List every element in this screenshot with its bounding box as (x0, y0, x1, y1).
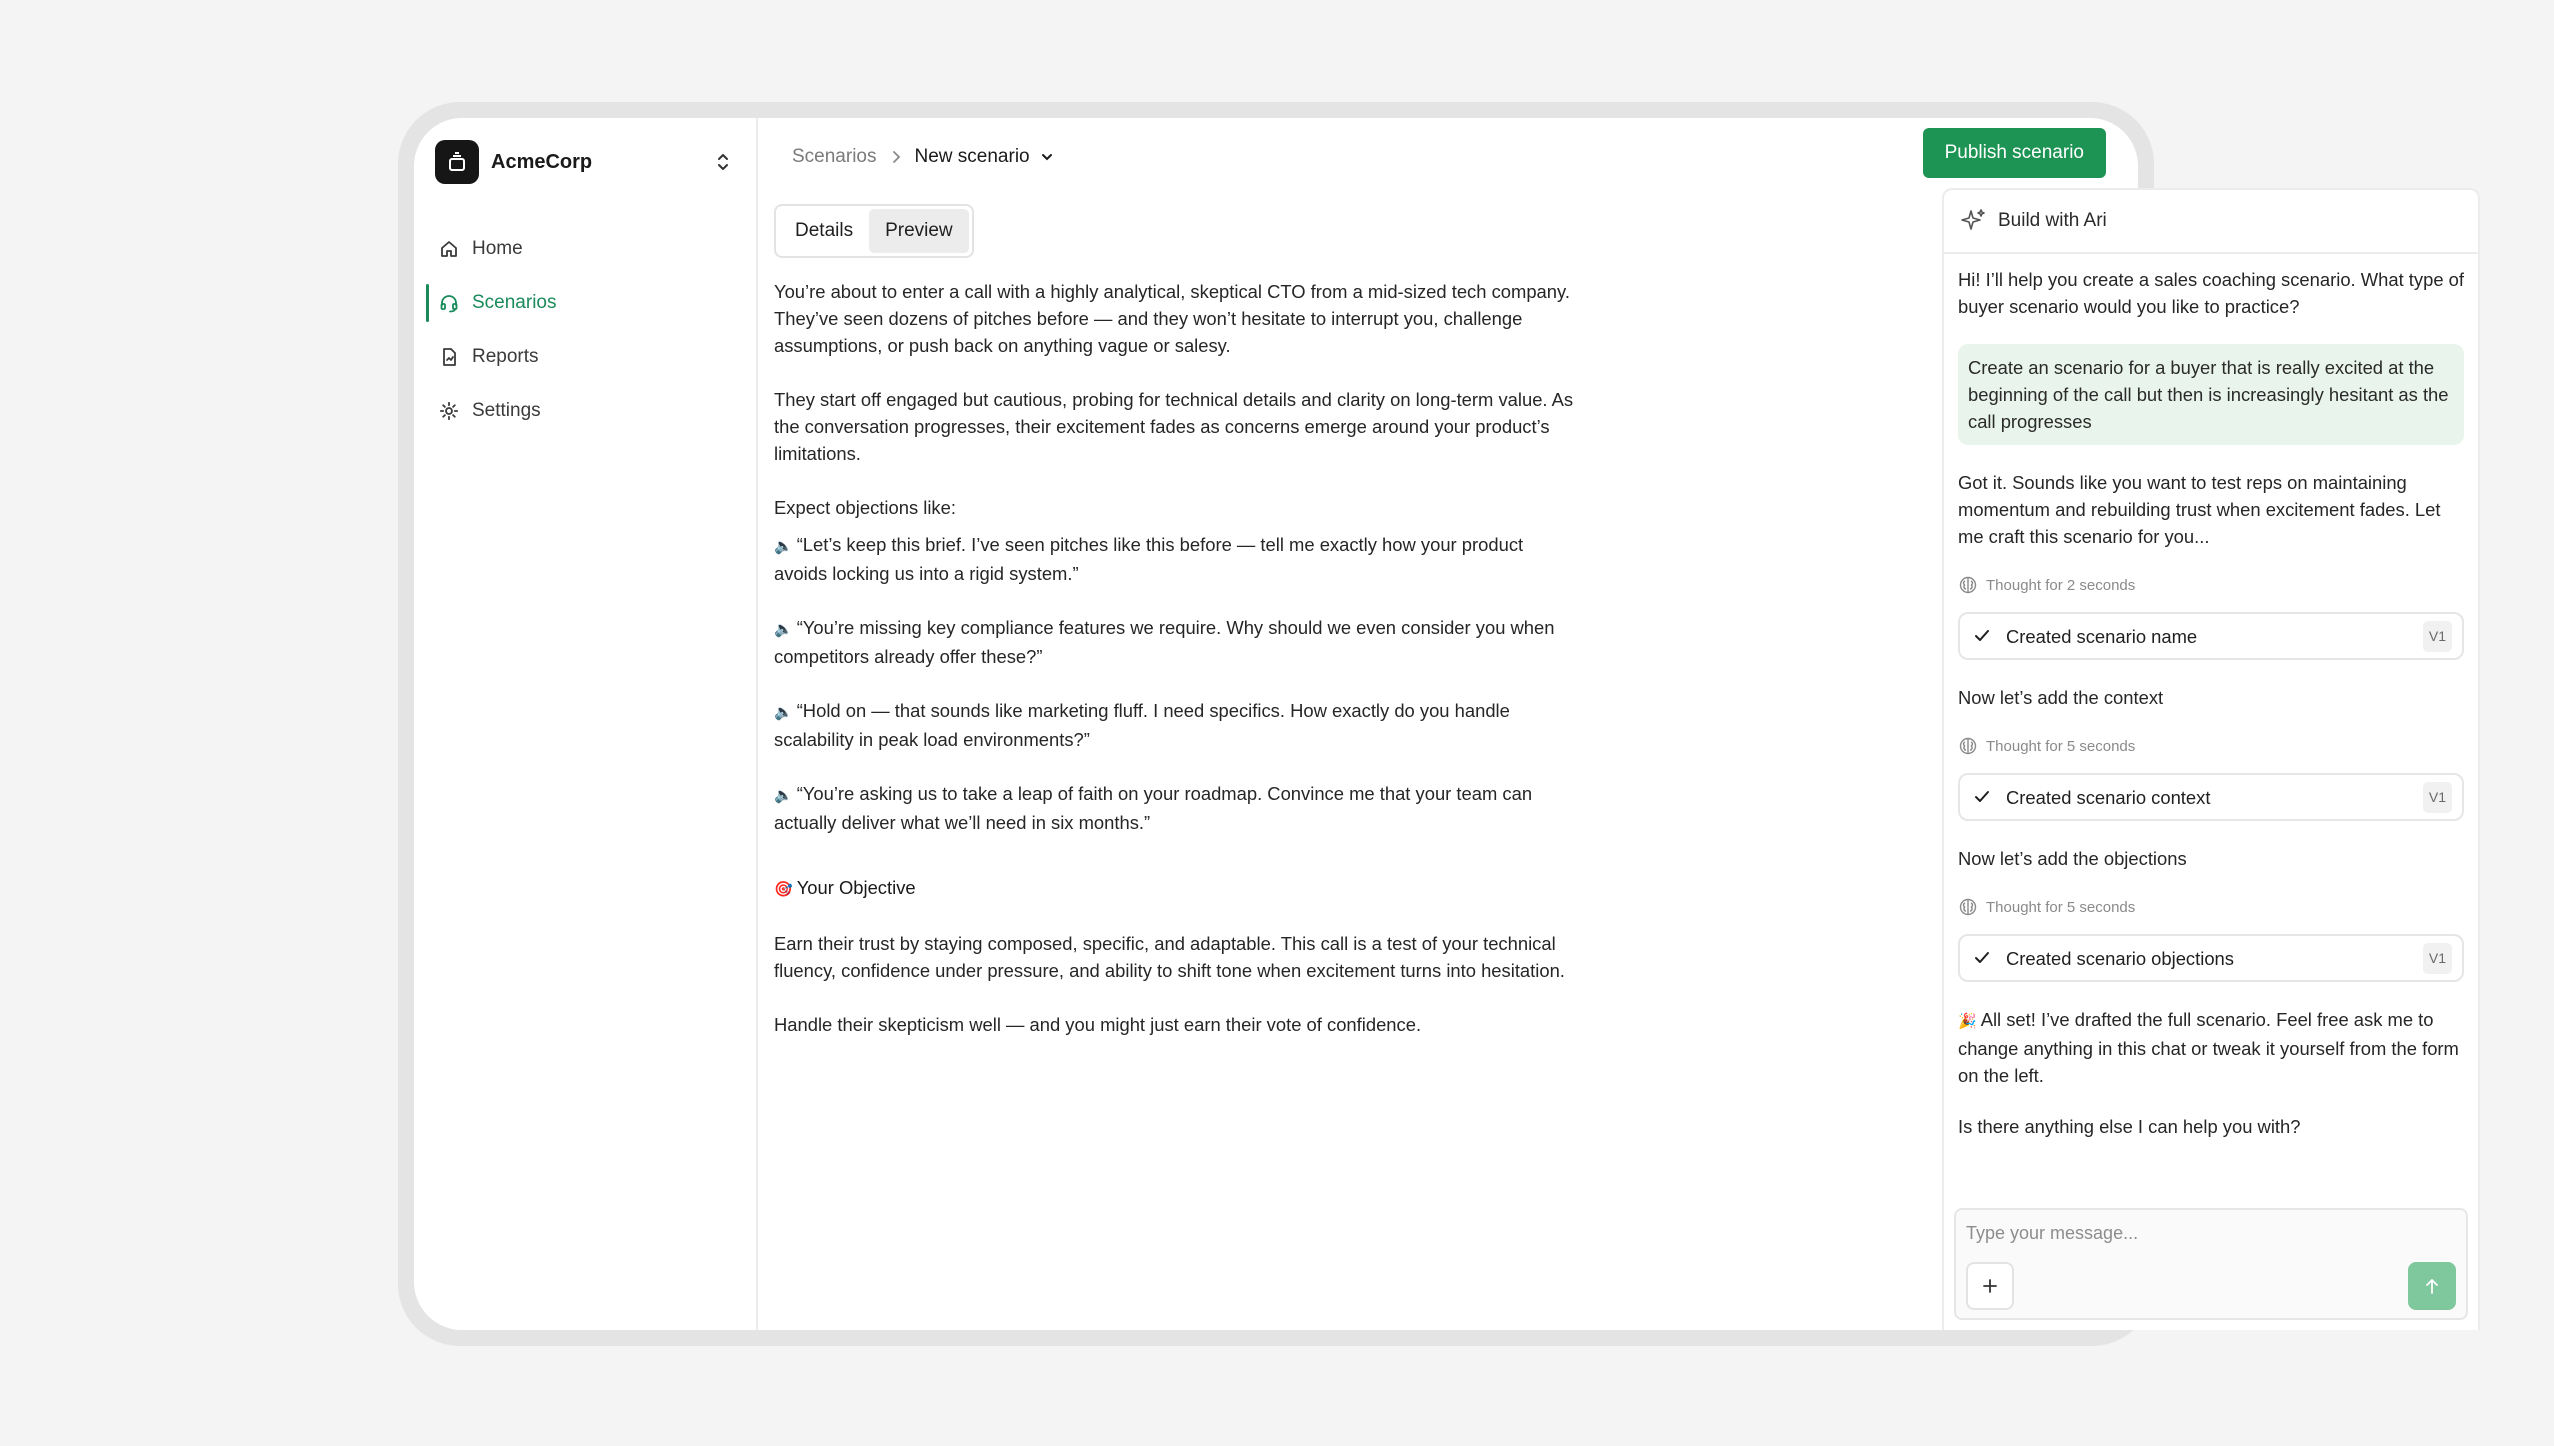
device-frame (398, 102, 2465, 1346)
tab-details[interactable]: Details (795, 220, 854, 241)
assistant-message: 🎉 All set! I’ve drafted the full scenario. Feel free ask me to change anything in this chat or tweak it yourself from the form on the left. (1958, 1009, 2459, 1086)
breadcrumb (792, 142, 1054, 172)
message-input[interactable] (1966, 1218, 2446, 1248)
sidebar-item-label: Home (472, 238, 523, 259)
thought-indicator[interactable]: Thought for 5 seconds (1958, 735, 2464, 757)
brain-icon (1958, 897, 1978, 917)
objection-item: 🔈 “Let’s keep this brief. I’ve seen pitches like this before — tell me exactly how your product avoids locking us into a rigid system.” (774, 534, 1524, 584)
step-card[interactable]: Created scenario objections V1 (1958, 934, 2464, 982)
scenario-intro: You’re about to enter a call with a highly analytical, skeptical CTO from a mid-sized tech company. They’ve seen dozens of pitches before — and they won’t hesitate to interrupt you, challenge assumptions, or push back on anything vague or salesy. (774, 281, 1570, 356)
thought-indicator[interactable]: Thought for 2 seconds (1958, 574, 2464, 596)
speaker-icon: 🔈 (774, 537, 793, 555)
org-logo-icon (435, 140, 479, 184)
breadcrumb-scenarios-link[interactable]: Scenarios (792, 146, 877, 167)
chat-header (1944, 190, 2478, 254)
objections-intro: Expect objections like: (774, 497, 956, 518)
scenario-title-dropdown[interactable] (915, 146, 1054, 168)
objective-text: Earn their trust by staying composed, specific, and adaptable. This call is a test of your technical fluency, confidence under pressure, and ability to shift tone when excitement turns into hesitation. (774, 933, 1565, 981)
top-bar (758, 118, 2138, 196)
org-name: AcmeCorp (491, 150, 593, 173)
headset-icon (438, 292, 460, 314)
home-icon (438, 238, 460, 260)
sidebar-item-label: Scenarios (472, 292, 557, 313)
check-icon (1972, 626, 1992, 646)
scenario-behavior: They start off engaged but cautious, probing for technical details and clarity on long-term value. As the conversation progresses, their excitement fades as concerns emerge around your product’s limitations. (774, 389, 1574, 464)
version-badge: V1 (2423, 782, 2452, 813)
speaker-icon: 🔈 (774, 620, 793, 638)
objection-item: 🔈 “Hold on — that sounds like marketing fluff. I need specifics. How exactly do you handle scalability in peak load environments?” (774, 700, 1510, 750)
chevron-right-icon (891, 150, 901, 164)
publish-scenario-button[interactable]: Publish scenario (1923, 128, 2106, 178)
chevron-up-down-icon[interactable] (711, 147, 735, 177)
target-icon: 🎯 (774, 880, 793, 898)
view-tabs (774, 204, 974, 258)
brain-icon (1958, 575, 1978, 595)
assistant-message: Now let’s add the context (1958, 687, 2164, 708)
chat-composer (1954, 1208, 2468, 1320)
assistant-message: Got it. Sounds like you want to test reps on maintaining momentum and rebuilding trust when excitement fades. Let me craft this scenario for you... (1958, 472, 2441, 547)
sidebar-item-reports[interactable] (426, 332, 744, 382)
report-icon (438, 346, 460, 368)
sidebar-item-label: Reports (472, 346, 539, 367)
objection-item: 🔈 “You’re asking us to take a leap of faith on your roadmap. Convince me that your team can actually deliver what we’ll need in six months.” (774, 783, 1533, 833)
brain-icon (1958, 736, 1978, 756)
sidebar-item-scenarios[interactable] (426, 278, 744, 328)
page-title: New scenario (914, 146, 1030, 167)
speaker-icon: 🔈 (774, 703, 793, 721)
closing-text: Handle their skepticism well — and you might just earn their vote of confidence. (774, 1014, 1422, 1035)
thought-indicator[interactable]: Thought for 5 seconds (1958, 896, 2464, 918)
version-badge: V1 (2423, 943, 2452, 974)
sparkle-icon (1958, 205, 1990, 237)
check-icon (1972, 787, 1992, 807)
step-card[interactable]: Created scenario context V1 (1958, 773, 2464, 821)
gear-icon (438, 400, 460, 422)
objective-heading: 🎯 Your Objective (774, 877, 916, 898)
sidebar-item-settings[interactable] (426, 386, 744, 436)
tab-preview[interactable]: Preview (869, 209, 969, 253)
check-icon (1972, 948, 1992, 968)
scenario-preview (774, 204, 1574, 1330)
chevron-down-icon (1040, 152, 1054, 162)
ai-chat-panel (1942, 188, 2480, 1330)
org-switcher[interactable] (435, 139, 735, 185)
step-card[interactable]: Created scenario name V1 (1958, 612, 2464, 660)
speaker-icon: 🔈 (774, 786, 793, 804)
sidebar-item-home[interactable] (426, 224, 744, 274)
chat-messages (1958, 266, 2464, 1164)
main-area (758, 118, 2465, 1330)
chat-title: Build with Ari (1998, 210, 2107, 231)
scenario-document (774, 278, 1574, 1038)
user-message: Create an scenario for a buyer that is really excited at the beginning of the call but then is increasingly hesitant as the call progresses (1958, 344, 2464, 445)
objection-item: 🔈 “You’re missing key compliance features we require. Why should we even consider you when competitors already offer these?” (774, 617, 1555, 667)
party-icon: 🎉 (1958, 1012, 1977, 1030)
sidebar-nav (426, 224, 744, 440)
sidebar-item-label: Settings (472, 400, 541, 421)
version-badge: V1 (2423, 621, 2452, 652)
assistant-message: Hi! I’ll help you create a sales coaching scenario. What type of buyer scenario would you like to practice? (1958, 269, 2465, 317)
send-button[interactable] (2408, 1262, 2456, 1310)
assistant-message: Is there anything else I can help you with? (1958, 1116, 2301, 1137)
sidebar (414, 118, 758, 1330)
app-window (414, 118, 2465, 1330)
assistant-message: Now let’s add the objections (1958, 848, 2187, 869)
add-attachment-button[interactable] (1966, 1262, 2014, 1310)
